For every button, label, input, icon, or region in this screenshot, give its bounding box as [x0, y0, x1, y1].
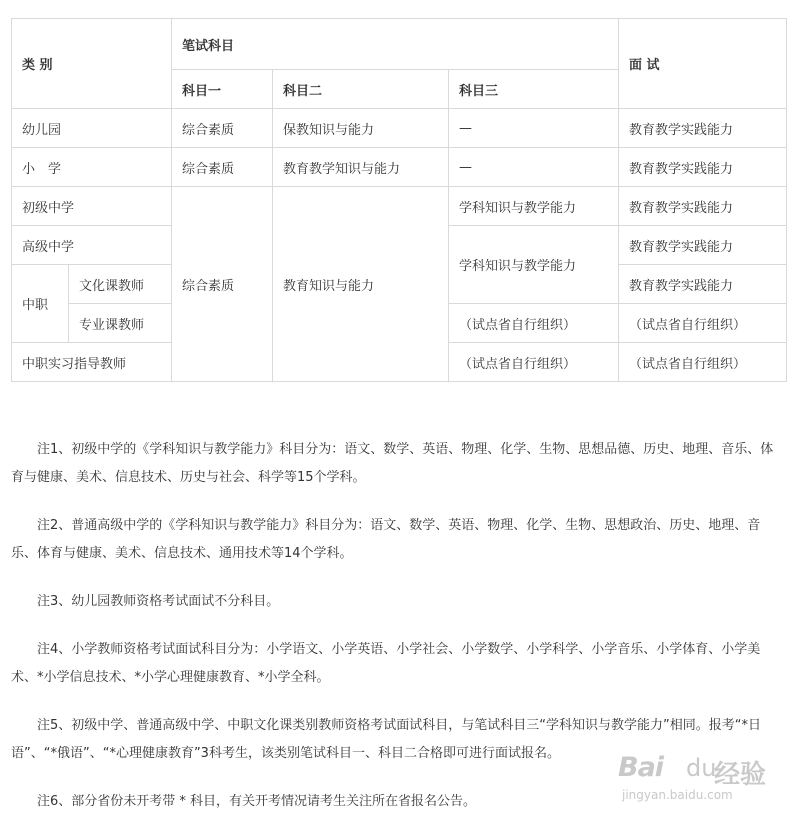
interview-cell: 教育教学实践能力: [619, 265, 787, 304]
header-category: 类 别: [12, 19, 172, 109]
table-row: [12, 109, 787, 148]
watermark-jingyan: 经验: [714, 760, 767, 790]
watermark-url: jingyan.baidu.com: [622, 788, 733, 802]
interview-cell: （试点省自行组织）: [619, 343, 787, 382]
header-subject-2: 科目二: [273, 70, 449, 109]
category-cell: 中职实习指导教师: [12, 343, 172, 382]
table-row: [12, 148, 787, 187]
interview-cell: 教育教学实践能力: [619, 148, 787, 187]
header-row-1: [12, 19, 787, 70]
category-cell: 幼儿园: [12, 109, 172, 148]
note-5: 注5、初级中学、普通高级中学、中职文化课类别教师资格考试面试科目，与笔试科目三“学科知识与教学能力”相同。报考“*日语”、“*俄语”、“*心理健康教育”3科考生，该类别笔试科目一、科目二合格即可进行面试报名。: [11, 718, 761, 761]
note-4: 注4、小学教师资格考试面试科目分为：小学语文、小学英语、小学社会、小学数学、小学科学、小学音乐、小学体育、小学美术、*小学信息技术、*小学心理健康教育、*小学全科。: [11, 642, 761, 685]
merged-subject-3-cell: 学科知识与教学能力: [449, 226, 619, 304]
header-subject-3: 科目三: [449, 70, 619, 109]
subject-2-cell: 保教知识与能力: [273, 109, 449, 148]
baidu-jingyan-watermark: [618, 748, 768, 808]
header-written-subjects: 笔试科目: [172, 19, 619, 70]
paw-icon: du: [686, 754, 717, 782]
subject-3-cell: 学科知识与教学能力: [449, 187, 619, 226]
subject-3-cell: （试点省自行组织）: [449, 304, 619, 343]
category-cell: 初级中学: [12, 187, 172, 226]
table-row: [12, 187, 787, 226]
note-1: 注1、初级中学的《学科知识与教学能力》科目分为：语文、数学、英语、物理、化学、生物、思想品德、历史、地理、音乐、体育与健康、美术、信息技术、历史与社会、科学等15个学科。: [11, 442, 774, 485]
subject-3-cell: （试点省自行组织）: [449, 343, 619, 382]
subcategory-cell: 文化课教师: [69, 265, 172, 304]
note-2: 注2、普通高级中学的《学科知识与教学能力》科目分为：语文、数学、英语、物理、化学、生物、思想政治、历史、地理、音乐、体育与健康、美术、信息技术、通用技术等14个学科。: [11, 518, 761, 561]
category-cell: 高级中学: [12, 226, 172, 265]
subcategory-cell: 专业课教师: [69, 304, 172, 343]
note-3: 注3、幼儿园教师资格考试面试不分科目。: [37, 594, 280, 609]
subject-3-cell: —: [449, 109, 619, 148]
subject-1-cell: 综合素质: [172, 109, 273, 148]
header-subject-1: 科目一: [172, 70, 273, 109]
interview-cell: （试点省自行组织）: [619, 304, 787, 343]
subject-3-cell: —: [449, 148, 619, 187]
watermark-logo: Bai: [618, 752, 664, 783]
note-6: 注6、部分省份未开考带 * 科目，有关开考情况请考生关注所在省报名公告。: [37, 794, 477, 809]
header-interview: 面 试: [619, 19, 787, 109]
interview-cell: 教育教学实践能力: [619, 187, 787, 226]
merged-subject-1-cell: 综合素质: [172, 187, 273, 382]
exam-subjects-table: [11, 18, 787, 382]
interview-cell: 教育教学实践能力: [619, 226, 787, 265]
category-cell: 中职: [12, 265, 69, 343]
merged-subject-2-cell: 教育知识与能力: [273, 187, 449, 382]
subject-1-cell: 综合素质: [172, 148, 273, 187]
subject-2-cell: 教育教学知识与能力: [273, 148, 449, 187]
interview-cell: 教育教学实践能力: [619, 109, 787, 148]
category-cell: 小 学: [12, 148, 172, 187]
